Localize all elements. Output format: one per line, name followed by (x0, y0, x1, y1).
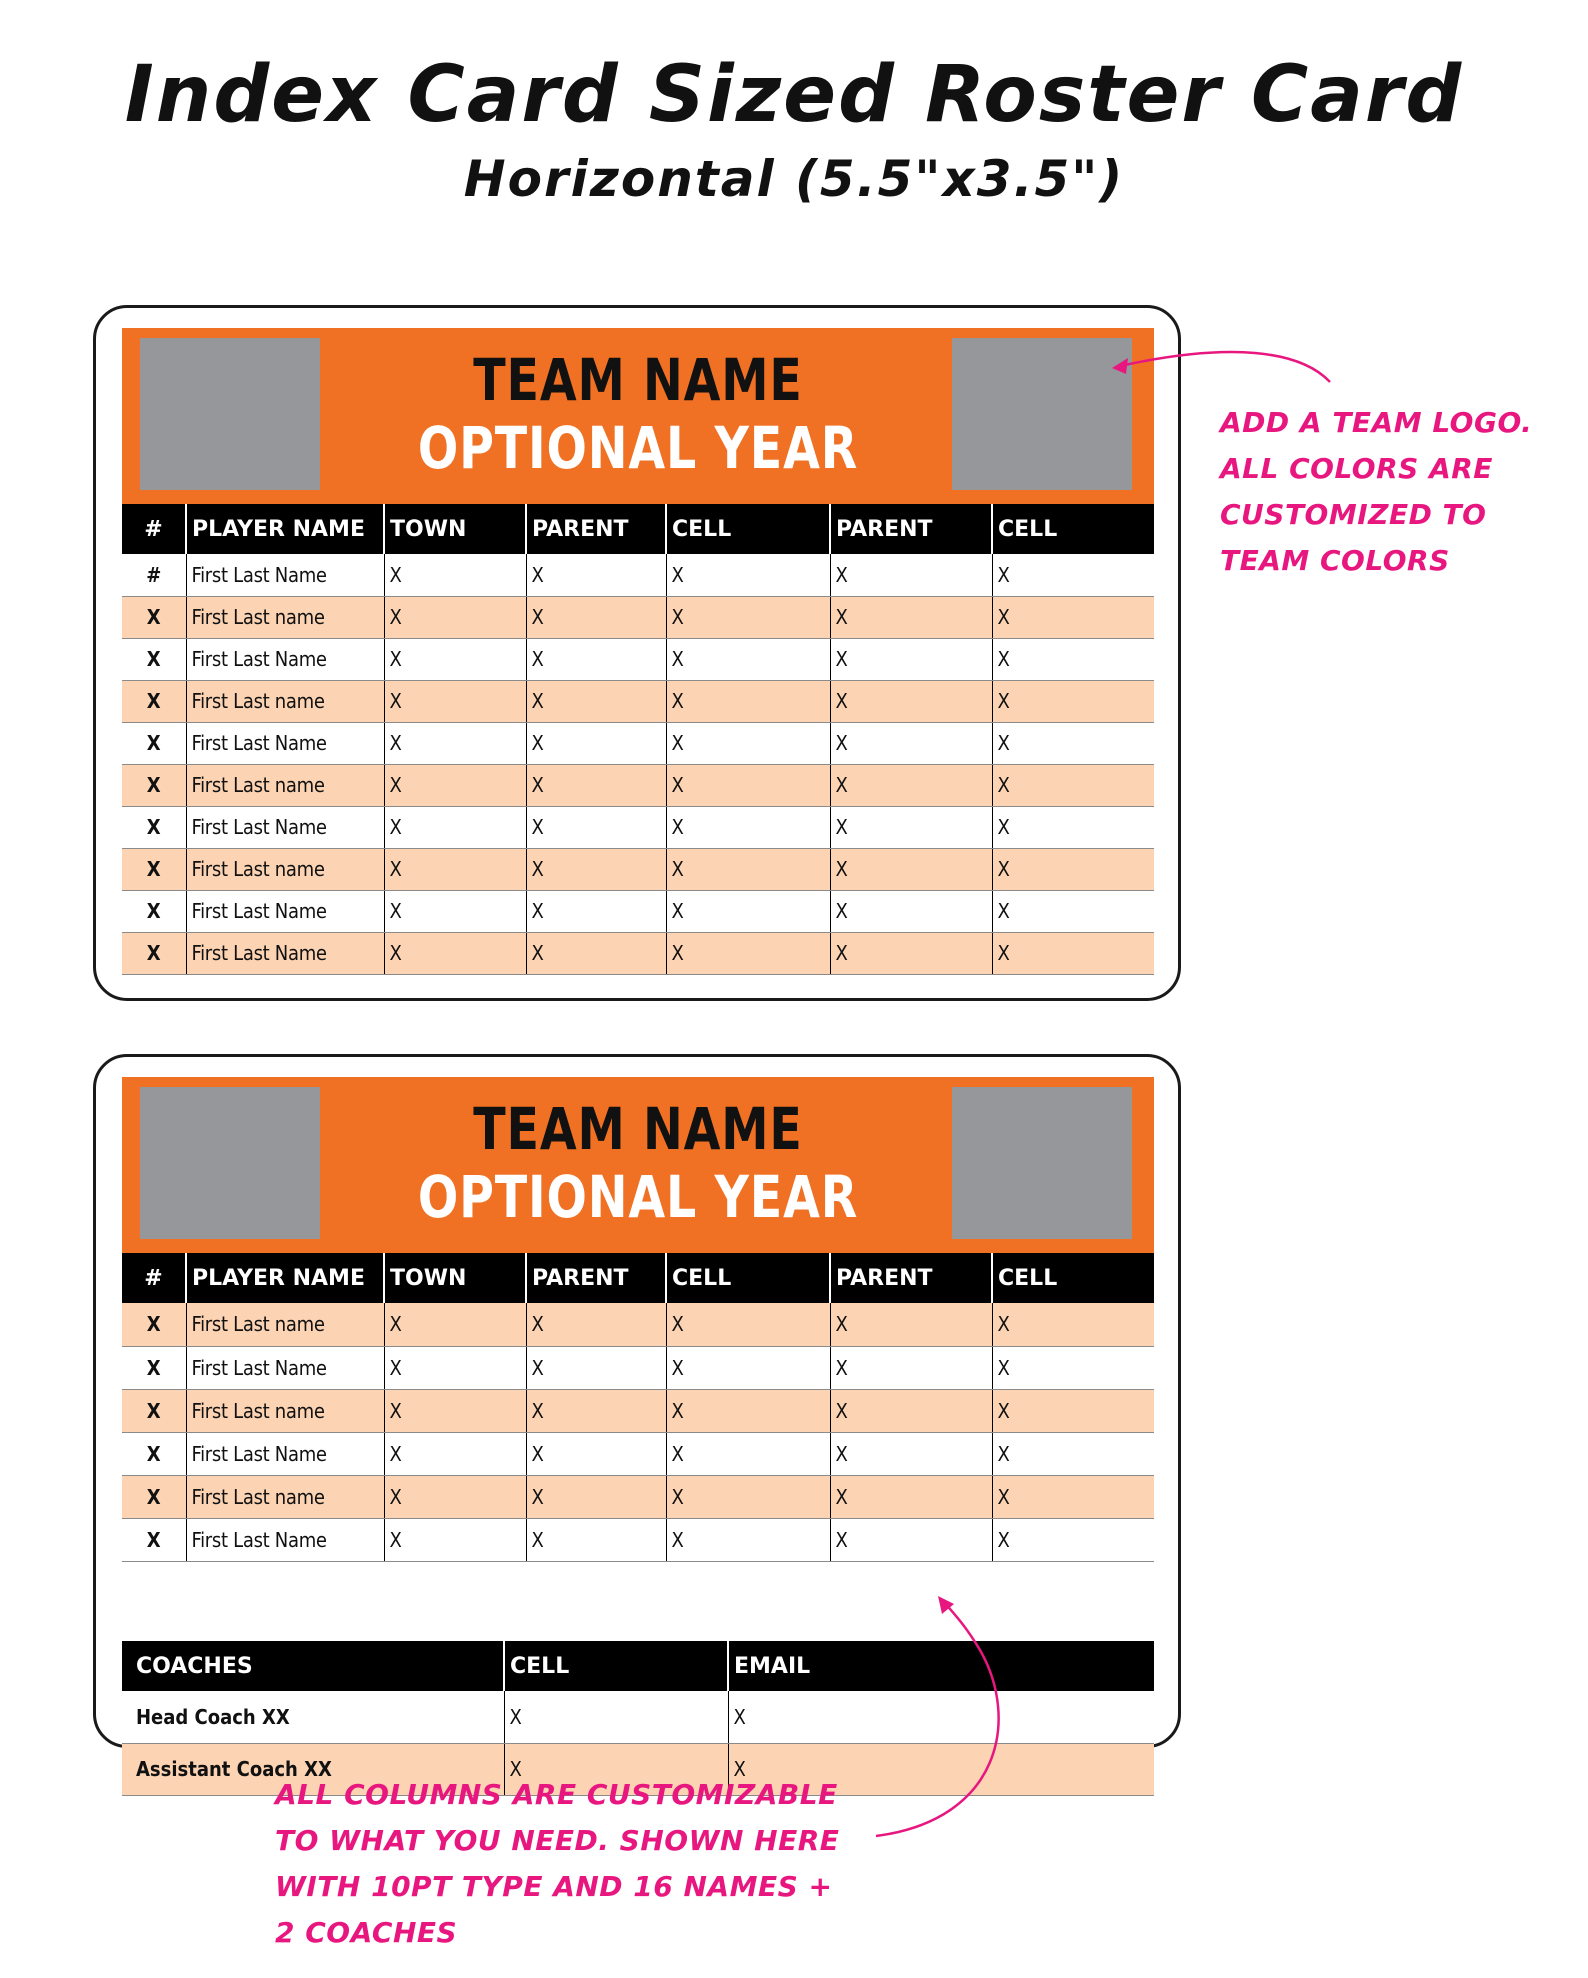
table-cell: Head Coach XX (122, 1691, 504, 1743)
table-cell: First Last Name (186, 1518, 384, 1561)
table-cell: First Last Name (186, 806, 384, 848)
table-cell: First Last name (186, 848, 384, 890)
table-cell: X (526, 680, 666, 722)
table-cell: X (992, 1475, 1154, 1518)
logo-arrow-head (1112, 358, 1128, 374)
column-header: CELL (504, 1641, 728, 1691)
team-name: TEAM NAME (473, 346, 803, 414)
table-cell: X (830, 554, 992, 596)
table-cell: X (992, 722, 1154, 764)
column-header: CELL (666, 1253, 830, 1303)
table-cell: X (666, 680, 830, 722)
table-cell: X (992, 554, 1154, 596)
annotation-line: ADD A TEAM LOGO. (1220, 406, 1533, 439)
table-cell: X (830, 890, 992, 932)
table-cell: First Last Name (186, 932, 384, 974)
column-header: TOWN (384, 504, 526, 554)
table-cell: X (526, 1346, 666, 1389)
table-cell: First Last name (186, 680, 384, 722)
table-cell: X (384, 722, 526, 764)
table-cell: X (666, 1303, 830, 1346)
team-year: OPTIONAL YEAR (417, 414, 859, 482)
annotation-line: TO WHAT YOU NEED. SHOWN HERE (275, 1824, 840, 1857)
table-cell: X (992, 1303, 1154, 1346)
table-cell: X (384, 806, 526, 848)
table-cell: X (666, 1432, 830, 1475)
column-header: CELL (992, 1253, 1154, 1303)
table-cell: X (830, 596, 992, 638)
annotation-line: TEAM COLORS (1220, 544, 1450, 577)
table-cell: X (384, 638, 526, 680)
table-cell: X (526, 1518, 666, 1561)
table-cell: X (526, 596, 666, 638)
table-cell: X (830, 848, 992, 890)
table-cell: X (666, 554, 830, 596)
column-header: PLAYER NAME (186, 504, 384, 554)
table-cell: X (666, 1518, 830, 1561)
annotation-line: ALL COLORS ARE (1220, 452, 1493, 485)
table-cell: X (122, 596, 186, 638)
table-cell: X (830, 806, 992, 848)
table-cell: X (526, 932, 666, 974)
table-cell: First Last Name (186, 1432, 384, 1475)
table-cell: X (830, 1303, 992, 1346)
table-cell: X (830, 1475, 992, 1518)
page-subtitle: Horizontal (5.5"x3.5") (463, 150, 1125, 208)
annotation-line: CUSTOMIZED TO (1220, 498, 1487, 531)
table-cell: X (992, 1432, 1154, 1475)
table-cell: X (122, 1346, 186, 1389)
annotation-line: 2 COACHES (275, 1916, 458, 1949)
table-cell: X (384, 848, 526, 890)
table-cell: X (122, 806, 186, 848)
table-cell: X (666, 596, 830, 638)
table-cell: X (526, 1432, 666, 1475)
table-cell: X (526, 806, 666, 848)
table-cell: X (526, 848, 666, 890)
table-cell: X (384, 764, 526, 806)
table-cell: X (992, 848, 1154, 890)
table-cell: X (830, 722, 992, 764)
table-cell: X (122, 1389, 186, 1432)
column-header: PLAYER NAME (186, 1253, 384, 1303)
table-cell: X (830, 1518, 992, 1561)
table-cell: Assistant Coach XX (122, 1743, 504, 1795)
column-header: PARENT (526, 504, 666, 554)
table-cell: X (122, 680, 186, 722)
table-cell: X (384, 596, 526, 638)
table-cell: X (830, 1346, 992, 1389)
table-cell: First Last Name (186, 554, 384, 596)
column-header: TOWN (384, 1253, 526, 1303)
logo-arrow-curve (1120, 352, 1330, 382)
table-cell: X (526, 764, 666, 806)
table-cell: X (526, 554, 666, 596)
table-cell: X (122, 1303, 186, 1346)
table-cell: X (830, 638, 992, 680)
table-cell: X (992, 596, 1154, 638)
table-cell: X (384, 1389, 526, 1432)
table-cell: X (992, 764, 1154, 806)
team-name: TEAM NAME (473, 1095, 803, 1163)
table-cell: X (122, 890, 186, 932)
annotation-line: WITH 10PT TYPE AND 16 NAMES + (275, 1870, 833, 1903)
table-cell: First Last Name (186, 638, 384, 680)
column-header: COACHES (122, 1641, 504, 1691)
table-cell: X (666, 1346, 830, 1389)
column-header: # (122, 504, 186, 554)
table-cell: X (666, 722, 830, 764)
table-cell: X (122, 1475, 186, 1518)
table-cell: X (830, 680, 992, 722)
table-cell: First Last name (186, 596, 384, 638)
table-cell: X (728, 1743, 1154, 1795)
table-cell: X (992, 1346, 1154, 1389)
columns-arrow-curve (876, 1602, 999, 1836)
team-year: OPTIONAL YEAR (417, 1163, 859, 1231)
table-cell: X (526, 722, 666, 764)
table-cell: X (992, 1389, 1154, 1432)
column-header: # (122, 1253, 186, 1303)
table-cell: X (384, 890, 526, 932)
table-cell: X (384, 554, 526, 596)
table-cell: X (666, 1389, 830, 1432)
table-cell: X (666, 806, 830, 848)
annotation-line: ALL COLUMNS ARE CUSTOMIZABLE (275, 1778, 838, 1811)
table-cell: X (526, 1303, 666, 1346)
table-cell: X (830, 1432, 992, 1475)
table-cell: X (992, 680, 1154, 722)
table-cell: X (666, 848, 830, 890)
table-cell: X (526, 1475, 666, 1518)
table-cell: X (992, 806, 1154, 848)
column-header: EMAIL (728, 1641, 1154, 1691)
table-cell: First Last Name (186, 890, 384, 932)
table-cell: X (992, 638, 1154, 680)
column-header: PARENT (830, 504, 992, 554)
table-cell: X (526, 1389, 666, 1432)
table-cell: X (384, 932, 526, 974)
table-cell: X (384, 1303, 526, 1346)
table-cell: X (526, 890, 666, 932)
table-cell: X (666, 932, 830, 974)
table-cell: X (830, 932, 992, 974)
table-cell: X (830, 764, 992, 806)
table-cell: X (122, 1432, 186, 1475)
table-cell: X (504, 1743, 728, 1795)
table-cell: X (122, 722, 186, 764)
table-cell: First Last Name (186, 1346, 384, 1389)
table-cell: X (122, 1518, 186, 1561)
table-cell: X (504, 1691, 728, 1743)
table-cell: X (122, 848, 186, 890)
column-header: PARENT (526, 1253, 666, 1303)
table-cell: X (666, 638, 830, 680)
column-header: CELL (992, 504, 1154, 554)
table-cell: First Last name (186, 1475, 384, 1518)
table-cell: X (384, 1475, 526, 1518)
table-cell: X (666, 890, 830, 932)
page-title: Index Card Sized Roster Card (124, 50, 1464, 140)
table-cell: X (122, 638, 186, 680)
table-cell: First Last name (186, 1303, 384, 1346)
table-cell: First Last name (186, 1389, 384, 1432)
table-cell: X (384, 1346, 526, 1389)
table-cell: X (666, 1475, 830, 1518)
table-cell: X (384, 1432, 526, 1475)
table-cell: X (666, 764, 830, 806)
column-header: CELL (666, 504, 830, 554)
table-cell: X (992, 932, 1154, 974)
table-cell: X (526, 638, 666, 680)
table-cell: X (384, 1518, 526, 1561)
table-cell: # (122, 554, 186, 596)
table-cell: X (728, 1691, 1154, 1743)
table-cell: First Last name (186, 764, 384, 806)
table-cell: X (122, 932, 186, 974)
table-cell: X (384, 680, 526, 722)
table-cell: X (992, 890, 1154, 932)
table-cell: First Last Name (186, 722, 384, 764)
table-cell: X (992, 1518, 1154, 1561)
column-header: PARENT (830, 1253, 992, 1303)
table-cell: X (122, 764, 186, 806)
table-cell: X (830, 1389, 992, 1432)
